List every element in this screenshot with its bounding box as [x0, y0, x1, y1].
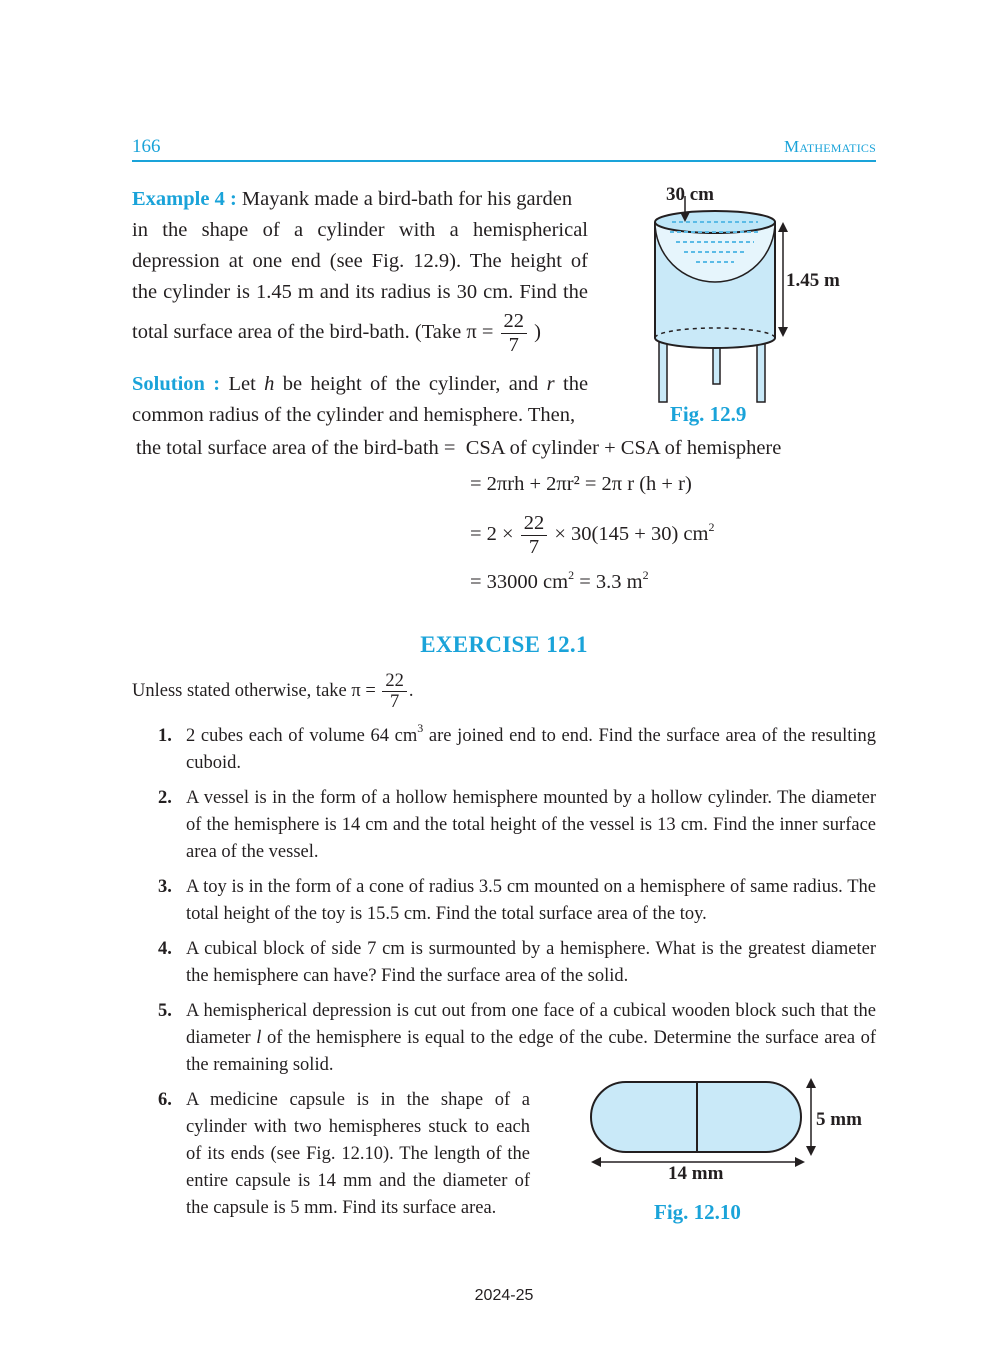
question-1: 1. 2 cubes each of volume 64 $cm^3$ are joined end to end. Find the surface area of the resulting cuboid. [158, 721, 876, 773]
fig-12-9-caption: Fig. 12.9 [670, 402, 747, 426]
bird-bath-figure [640, 180, 880, 410]
exercise-title: EXERCISE 12.1 [420, 632, 588, 657]
question-3: 3. A toy is in the form of a cone of radius 3.5 cm mounted on a hemisphere of same radius. The total height of the toy is 15.5 cm. Find the total surface area of the toy. [158, 877, 876, 924]
equation-line-2: = 2πrh + 2πr² = 2π r (h + r) [470, 473, 692, 495]
example-4-text: Example 4 : Mayank made a bird-bath for his garden in the shape of a cylinder with a hemispherical depression at one end (see Fig. 12.9). The height of the cylinder is 1.45 m and its radius is 30 cm. Find the [132, 188, 588, 303]
question-6: 6. A medicine capsule is in the shape of a cylinder with two hemispheres stuck to each of its ends (see Fig. 12.10). The length of the entire capsule is 14 mm and the diameter of the capsule is 5 mm. Find its surface area. [158, 1090, 530, 1218]
running-header: Mathematics [784, 137, 876, 156]
length-label: 14 mm [668, 1163, 724, 1184]
example-label: Example 4 : [132, 188, 237, 210]
solution-label: Solution : [132, 373, 221, 395]
height-label: 1.45 m [786, 270, 840, 291]
page-number: 166 [132, 136, 161, 157]
pi-fraction: $\frac{22}{7}$ [501, 310, 528, 356]
question-2: 2. A vessel is in the form of a hollow hemisphere mounted by a hollow cylinder. The diameter of the hemisphere is 14 cm and the total height of the vessel is 13 cm. Find the inner surface area of the vessel. [158, 788, 876, 862]
question-4: 4. A cubical block of side 7 cm is surmounted by a hemisphere. What is the greatest diameter the hemisphere can have? Find the surface area of the solid. [158, 939, 876, 986]
equation-line-1: the total surface area of the bird-bath = CSA of cylinder + CSA of hemisphere [136, 437, 782, 459]
radius-label: 30 cm [666, 184, 715, 205]
exercise-intro: Unless stated otherwise, take π = $\frac{22}{7}$ . [132, 671, 414, 713]
example-pi-line: total surface area of the bird-bath. (Take π = $\frac{22}{7}$ ) [132, 310, 541, 356]
diameter-label: 5 mm [816, 1109, 862, 1130]
capsule-figure [585, 1076, 830, 1176]
fig-12-10-caption: Fig. 12.10 [654, 1200, 741, 1224]
equation-line-3: = 2 × $\frac{22}{7}$ × 30(145 + 30) $cm^2$ [470, 512, 715, 558]
header-rule [132, 160, 876, 162]
solution-text: Solution : Let h be height of the cylinder, and r the common radius of the cylinder and hemisphere. Then, [132, 373, 589, 426]
equation-line-4: = 33000 $cm^2 = 3.3$ $m^2$ [470, 568, 649, 593]
question-5: 5. A hemispherical depression is cut out from one face of a cubical wooden block such that the diameter l of the hemisphere is equal to the edge of the cube. Determine the surface area of the remaining solid. [158, 1001, 877, 1075]
footer-year: 2024-25 [474, 1287, 534, 1304]
